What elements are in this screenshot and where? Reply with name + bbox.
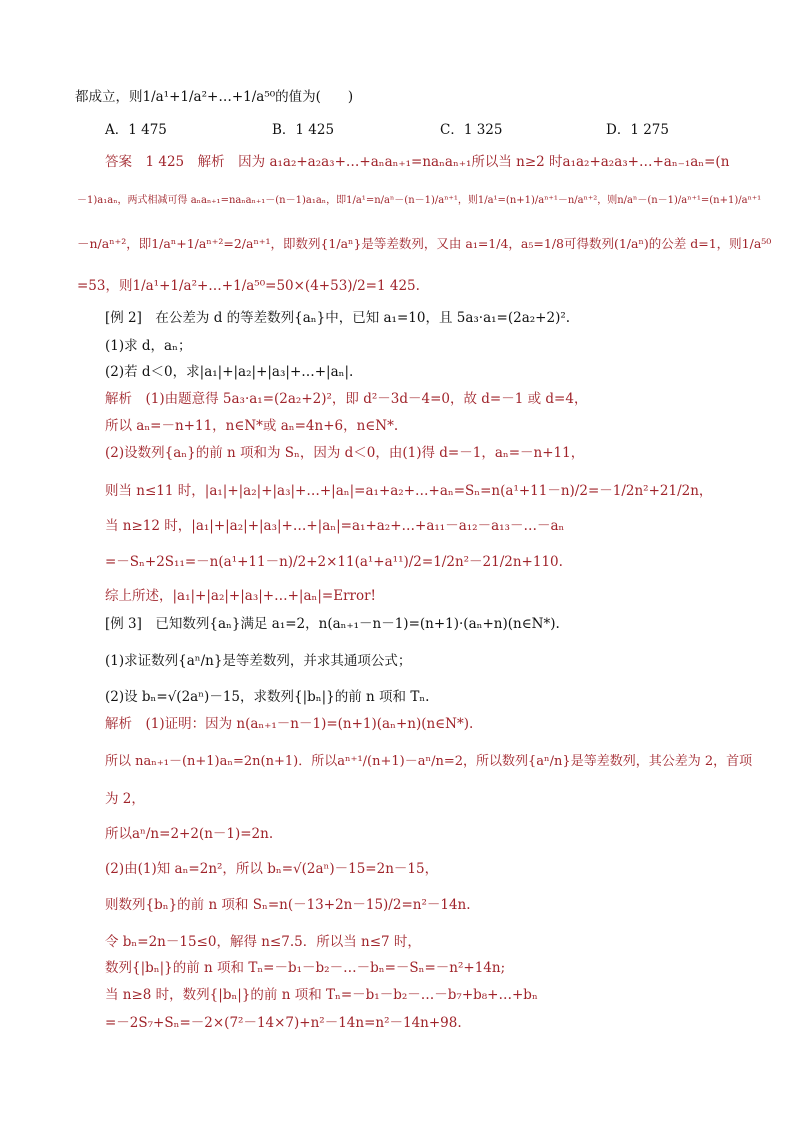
text-line-6: －1)a₁aₙ，两式相减可得 aₙaₙ₊₁=naₙaₙ₊₁－(n－1)a₁aₙ，即1/a¹=n/aⁿ－(n－1)/aⁿ⁺¹，则1/a¹=(n+1)/aⁿ⁺¹－n/aⁿ⁺²，则n/aⁿ－(n－1)/aⁿ⁺¹=(n+1)/aⁿ⁺¹ (77, 195, 762, 206)
text-line-2: B．1 425 (272, 122, 335, 138)
text-line-25: 所以aⁿ/n=2+2(n－1)=2n. (105, 826, 274, 842)
text-line-13: 所以 aₙ=－n+11，n∈N*或 aₙ=4n+6，n∈N*. (105, 418, 399, 434)
text-line-26: (2)由(1)知 aₙ=2n²，所以 bₙ=√(2aⁿ)－15=2n－15， (105, 861, 439, 877)
text-line-18: 综上所述，|a₁|+|a₂|+|a₃|+…+|aₙ|=Error! (105, 588, 376, 604)
text-line-23: 所以 naₙ₊₁－(n+1)aₙ=2n(n+1)．所以aⁿ⁺¹/(n+1)－aⁿ/n=2，所以数列{aⁿ/n}是等差数列，其公差为 2，首项 (105, 754, 753, 769)
text-line-7: －n/aⁿ⁺²，即1/aⁿ+1/aⁿ⁺²=2/aⁿ⁺¹，即数列{1/aⁿ}是等差数列，又由 a₁=1/4，a₅=1/8可得数列(1/aⁿ)的公差 d=1，则1/a⁵⁰ (77, 236, 772, 251)
text-line-1: A．1 475 (105, 122, 167, 138)
text-line-16: 当 n≥12 时，|a₁|+|a₂|+|a₃|+…+|aₙ|=a₁+a₂+…+a₁₁－a₁₂－a₁₃－…－aₙ (105, 518, 565, 534)
text-line-15: 则当 n≤11 时，|a₁|+|a₂|+|a₃|+…+|aₙ|=a₁+a₂+…+aₙ=Sₙ=n(a¹+11－n)/2=－1/2n²+21/2n， (105, 483, 713, 499)
text-line-4: D．1 275 (606, 122, 669, 138)
text-line-24: 为 2， (105, 791, 145, 807)
text-line-3: C．1 325 (440, 122, 503, 138)
text-line-27: 则数列{bₙ}的前 n 项和 Sₙ=n(－13+2n－15)/2=n²－14n. (105, 897, 471, 913)
text-line-8: =53，则1/a¹+1/a²+…+1/a⁵⁰=50×(4+53)/2=1 425. (77, 278, 420, 294)
text-line-20: (1)求证数列{aⁿ/n}是等差数列，并求其通项公式； (105, 653, 412, 669)
text-line-21: (2)设 bₙ=√(2aⁿ)－15，求数列{|bₙ|}的前 n 项和 Tₙ. (105, 689, 430, 705)
text-line-17: =－Sₙ+2S₁₁=－n(a¹+11－n)/2+2×11(a¹+a¹¹)/2=1/2n²－21/2n+110. (105, 554, 563, 570)
text-line-11: (2)若 d＜0，求|a₁|+|a₂|+|a₃|+…+|aₙ|. (105, 364, 354, 380)
text-line-12: 解析 (1)由题意得 5a₃·a₁=(2a₂+2)²，即 d²－3d－4=0，故 d=－1 或 d=4， (105, 391, 588, 407)
text-line-28: 令 bₙ=2n－15≤0，解得 n≤7.5．所以当 n≤7 时， (105, 934, 421, 950)
text-line-29: 数列{|bₙ|}的前 n 项和 Tₙ=－b₁－b₂－…－bₙ=－Sₙ=－n²+14n; (105, 960, 506, 976)
text-line-30: 当 n≥8 时，数列{|bₙ|}的前 n 项和 Tₙ=－b₁－b₂－…－b₇+b₈+…+bₙ (105, 987, 538, 1003)
text-line-5: 答案 1 425 解析 因为 a₁a₂+a₂a₃+…+aₙaₙ₊₁=naₙaₙ₊₁所以当 n≥2 时a₁a₂+a₂a₃+…+aₙ₋₁aₙ=(n (105, 154, 730, 170)
text-line-19: [例 3] 已知数列{aₙ}满足 a₁=2，n(aₙ₊₁－n－1)=(n+1)·(aₙ+n)(n∈N*). (105, 616, 560, 632)
text-line-0: 都成立，则1/a¹+1/a²+…+1/a⁵⁰的值为( ) (75, 89, 354, 105)
text-line-31: =－2S₇+Sₙ=－2×(7²－14×7)+n²－14n=n²－14n+98. (105, 1015, 462, 1031)
text-line-9: [例 2] 在公差为 d 的等差数列{aₙ}中，已知 a₁=10，且 5a₃·a₁=(2a₂+2)². (105, 310, 571, 326)
text-line-10: (1)求 d，aₙ； (105, 338, 192, 354)
text-line-22: 解析 (1)证明：因为 n(aₙ₊₁－n－1)=(n+1)(aₙ+n)(n∈N*). (105, 716, 474, 732)
text-line-14: (2)设数列{aₙ}的前 n 项和为 Sₙ，因为 d＜0，由(1)得 d=－1，aₙ=－n+11， (105, 445, 585, 461)
